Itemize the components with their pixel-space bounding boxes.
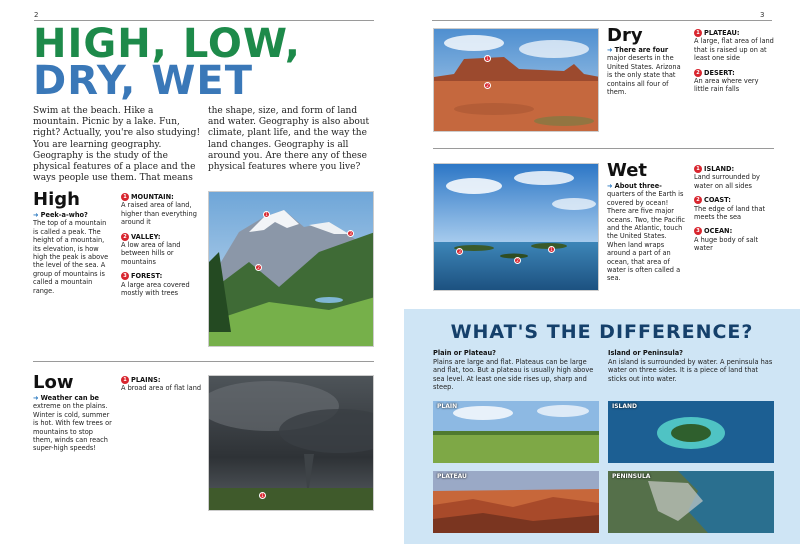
island-or-peninsula-question: Island or Peninsula? xyxy=(608,349,683,357)
plain-label: PLAIN xyxy=(437,403,458,410)
plains-storm-photo xyxy=(208,375,374,511)
def-plateau: 1 PLATEAU: A large, flat area of land that is raised up on at least one side xyxy=(694,29,774,63)
mountain-photo xyxy=(208,191,374,347)
high-definitions xyxy=(121,193,203,303)
def-island: 1 ISLAND: Land surrounded by water on all sides xyxy=(694,165,760,190)
title-low: LOW, xyxy=(182,21,301,67)
top-rule-right xyxy=(432,20,772,21)
divider-dry-wet xyxy=(433,148,774,149)
def-mountain: 1 MOUNTAIN: A raised area of land, higher than everything around it xyxy=(121,193,197,227)
intro-col-2: the shape, size, and form of land and water. Geography is also about climate, plant life, and the way the land changes. Geography is all around you. Are there any of these physical features where you live? xyxy=(208,106,370,173)
island-or-peninsula-text: Island or Peninsula? An island is surrounded by water. A peninsula has water on three sides. It is a piece of land that sticks out into water. xyxy=(608,349,773,383)
low-definitions xyxy=(121,376,203,399)
marker-3: 3 xyxy=(456,248,463,255)
wet-lead-text: quarters of the Earth is covered by ocean! There are five major oceans. Two, the Pacific and the Atlantic, touch the United States. When land wraps around a part of an ocean, that area of water is often called a sea. xyxy=(607,190,685,283)
marker-2: 2 xyxy=(514,257,521,264)
wet-lead-bold: About three- xyxy=(614,182,662,190)
arrow-icon: ➜ xyxy=(33,394,39,402)
def-desert: 2 DESERT: An area where very little rain falls xyxy=(694,68,759,94)
plain-or-plateau-text: Plain or Plateau? Plains are large and flat. Plateaus can be large and flat, too. But a plateau is usually high above sea level. At least one side rises up, sharp and steep. xyxy=(433,349,594,392)
def-ocean: 3 OCEAN: A huge body of salt water xyxy=(694,227,759,253)
def-valley: 2 VALLEY: A low area of land between hills or mountains xyxy=(121,232,181,266)
high-lead-text: The top of a mountain is called a peak. The height of a mountain, its elevation, is how high the peak is above the level of the sea. A group of mountains is called a mountain range. xyxy=(33,219,109,295)
def-forest: 3 FOREST: A large area covered mostly with trees xyxy=(121,272,190,298)
title-wet: WET xyxy=(151,58,254,104)
plain-thumbnail xyxy=(433,401,599,463)
storm-illustration xyxy=(209,376,374,511)
plateau-illustration xyxy=(433,471,599,533)
divider-high-low xyxy=(33,361,374,362)
mountain-illustration xyxy=(209,192,374,347)
low-lead xyxy=(33,394,113,453)
title-dry: DRY, xyxy=(33,58,137,104)
peninsula-illustration xyxy=(608,471,774,533)
desert-illustration xyxy=(434,29,599,132)
marker-1: 1 xyxy=(263,211,270,218)
page-number-left: 2 xyxy=(34,11,39,19)
marker-2: 2 xyxy=(484,82,491,89)
marker-1: 1 xyxy=(259,492,266,499)
high-lead xyxy=(33,211,113,295)
plain-illustration xyxy=(433,401,599,463)
ocean-illustration xyxy=(434,164,599,291)
wet-lead xyxy=(607,182,685,283)
peninsula-label: PENINSULA xyxy=(612,473,651,480)
arrow-icon: ➜ xyxy=(607,46,613,54)
difference-title: WHAT'S THE DIFFERENCE? xyxy=(450,321,754,343)
high-lead-bold: Peek-a-who? xyxy=(40,211,88,219)
island-thumbnail xyxy=(608,401,774,463)
def-plains: 1 PLAINS: A broad area of flat land xyxy=(121,376,202,393)
peninsula-thumbnail xyxy=(608,471,774,533)
def-coast: 2 COAST: The edge of land that meets the sea xyxy=(694,196,766,222)
marker-3: 3 xyxy=(347,230,354,237)
dry-lead-text: major deserts in the United States. Arizona is the only state that contains all four of them. xyxy=(607,54,681,97)
intro-col-1: Swim at the beach. Hike a mountain. Picnic by a lake. Fun, right? Actually, you're also studying! You are learning geography. Geography is the study of the physical features of a place and the ways people use them. That means xyxy=(33,106,201,184)
dry-heading: Dry xyxy=(607,25,643,46)
desert-photo xyxy=(433,28,599,132)
arrow-icon: ➜ xyxy=(33,211,39,219)
dry-lead xyxy=(607,46,685,96)
arrow-icon: ➜ xyxy=(607,182,613,190)
plain-or-plateau-question: Plain or Plateau? xyxy=(433,349,497,357)
page-number-right: 3 xyxy=(760,11,765,19)
wet-definitions xyxy=(694,165,774,259)
wet-heading: Wet xyxy=(607,160,648,181)
marker-1: 1 xyxy=(548,246,555,253)
high-heading: High xyxy=(33,189,80,210)
low-heading: Low xyxy=(33,372,74,393)
ocean-photo xyxy=(433,163,599,291)
marker-2: 2 xyxy=(255,264,262,271)
page-title xyxy=(33,21,301,104)
plateau-thumbnail xyxy=(433,471,599,533)
title-high: HIGH, xyxy=(33,21,168,67)
island-label: ISLAND xyxy=(612,403,638,410)
difference-panel xyxy=(404,309,800,544)
low-lead-text: extreme on the plains. Winter is cold, summer is hot. With few trees or mountains to stop them, winds can reach super-high speeds! xyxy=(33,402,112,453)
plateau-label: PLATEAU xyxy=(437,473,467,480)
low-lead-bold: Weather can be xyxy=(40,394,100,402)
island-illustration xyxy=(608,401,774,463)
marker-1: 1 xyxy=(484,55,491,62)
dry-lead-bold: There are four xyxy=(614,46,669,54)
dry-definitions xyxy=(694,29,774,100)
